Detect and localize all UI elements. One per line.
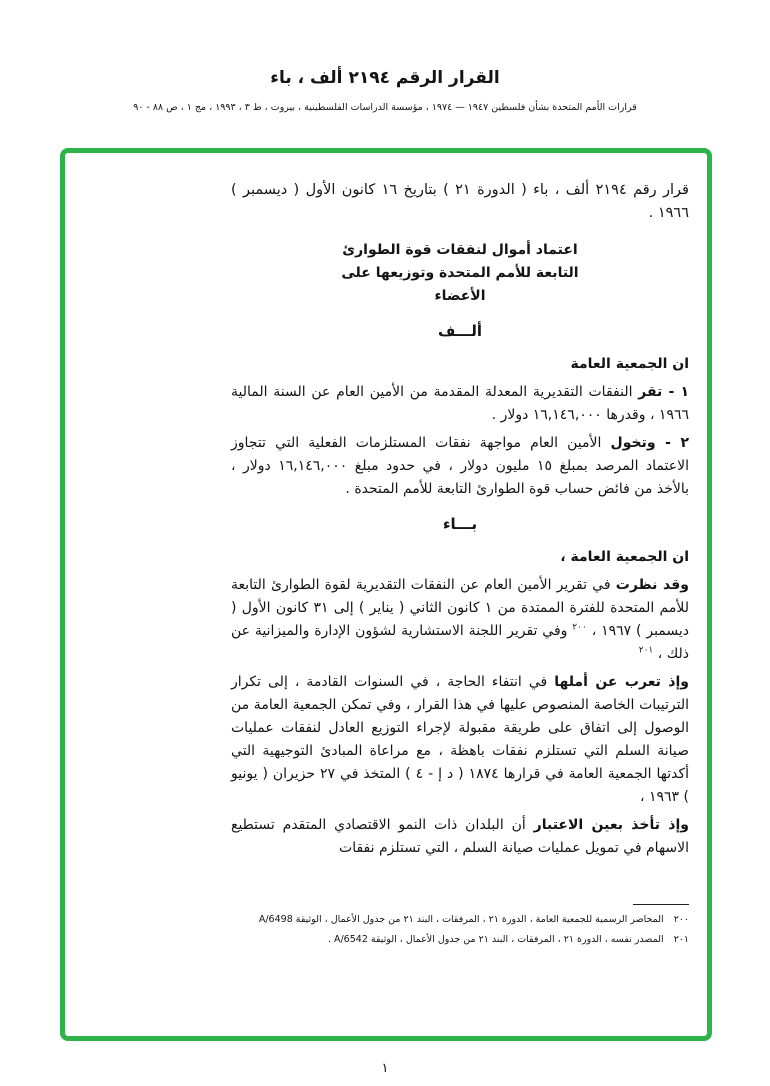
paragraph-3-lead: وقد نظرت	[615, 577, 689, 593]
paragraph-4-lead: وإذ تعرب عن أملها	[554, 674, 689, 690]
paragraph-5-text: أن البلدان ذات النمو الاقتصادي المتقدم تستطيع الاسهام في تمويل عمليات صيانة السلم ، التي تستلزم نفقات	[231, 817, 689, 856]
subject-line-3: الأعضاء	[434, 288, 486, 304]
footnote-ref-201: ٢٠١	[638, 645, 654, 656]
paragraph-4	[231, 671, 689, 809]
paragraph-1	[231, 381, 689, 427]
paragraph-2-lead: ٢ - وتخول	[610, 435, 689, 451]
document-body	[231, 179, 689, 865]
subject-line-1: اعتماد أموال لنفقات قوة الطوارئ	[342, 242, 578, 258]
resolution-heading: قرار رقم ٢١٩٤ ألف ، باء ( الدورة ٢١ ) بتاريخ ١٦ كانون الأول ( ديسمبر ) ١٩٦٦ .	[231, 182, 689, 221]
footnote-text: المصدر نفسه ، الدورة ٢١ ، المرفقات ، البند ٢١ من جدول الأعمال ، الوثيقة A/6542 .	[327, 934, 664, 945]
page-title: القرار الرقم ٢١٩٤ ألف ، باء	[270, 68, 500, 88]
document-frame	[60, 148, 712, 1041]
source-citation: قرارات الأمم المتحدة بشأن فلسطين ١٩٤٧ — ١٩٧٤ ، مؤسسة الدراسات الفلسطينية ، بيروت ، ط ٣ ، ١٩٩٣ ، مج ١ ، ص ٨٨ - ٩٠	[133, 102, 637, 113]
paragraph-3-text-b: وفي تقرير اللجنة الاستشارية لشؤون الإدارة والميزانية عن ذلك ،	[231, 623, 689, 662]
paragraph-1-text: النفقات التقديرية المعدلة المقدمة من الأمين العام عن السنة المالية ١٩٦٦ ، وقدرها ١٦,١٤٦,٠٠٠ دولار .	[231, 384, 689, 423]
paragraph-2-text: الأمين العام مواجهة نفقات المستلزمات الفعلية التي تتجاوز الاعتماد المرصد بمبلغ ١٥ مليون دولار ، في حدود مبلغ ١٦,١٤٦,٠٠٠ دولار ، بالأخذ من فائض حساب قوة الطوارئ التابعة للأمم المتحدة .	[231, 435, 689, 497]
paragraph-3	[231, 574, 689, 666]
footnote-separator	[633, 904, 689, 905]
section-a-intro: ان الجمعية العامة	[570, 356, 689, 372]
footnote-text: المحاضر الرسمية للجمعية العامة ، الدورة ٢١ ، المرفقات ، البند ٢١ من جدول الأعمال ، الوثيقة A/6498	[258, 914, 664, 925]
subject-line-2: التابعة للأمم المتحدة وتوزيعها على	[341, 265, 579, 281]
paragraph-4-text: في انتفاء الحاجة ، في السنوات القادمة ، إلى تكرار الترتيبات الخاصة المنصوص عليها في هذا القرار ، وفي تمكن الجمعية العامة من الوصول إلى اتفاق على طريقة مقبولة لإجراء التوزيع العادل لنفقات عمليات صيانة السلم التي تستلزم نفقات باهظة ، مع مراعاة المبادئ التوجيهية التي أكدتها الجمعية العامة في قرارها ١٨٧٤ ( د إ - ٤ ) المتخذ في ٢٧ حزيران ( يونيو ) ١٩٦٣ ،	[231, 674, 690, 805]
section-b-heading: بـــاء	[442, 515, 478, 533]
footnote-number: ٢٠١	[673, 934, 689, 945]
footnote-number: ٢٠٠	[673, 914, 689, 925]
subject-heading	[231, 239, 689, 308]
footnote-200	[79, 910, 689, 930]
section-a-heading: ألـــف	[437, 322, 483, 340]
paragraph-5-lead: وإذ تأخذ بعين الاعتبار	[533, 817, 689, 833]
section-b-intro: ان الجمعية العامة ،	[560, 549, 689, 565]
paragraph-3-text-a: في تقرير الأمين العام عن النفقات التقديرية لقوة الطوارئ التابعة للأمم المتحدة للفترة الممتدة من ١ كانون الثاني ( يناير ) إلى ٣١ كانون الأول ( ديسمبر ) ١٩٦٧ ،	[231, 577, 690, 639]
frame-inner	[65, 153, 707, 1036]
paragraph-1-lead: ١ - تقر	[638, 384, 689, 400]
footnote-ref-200: ٢٠٠	[572, 622, 587, 633]
footnote-201	[79, 930, 689, 950]
paragraph-5	[231, 814, 689, 860]
page-number: ١	[381, 1061, 389, 1076]
paragraph-2	[231, 432, 689, 501]
footnotes-block	[79, 904, 689, 950]
